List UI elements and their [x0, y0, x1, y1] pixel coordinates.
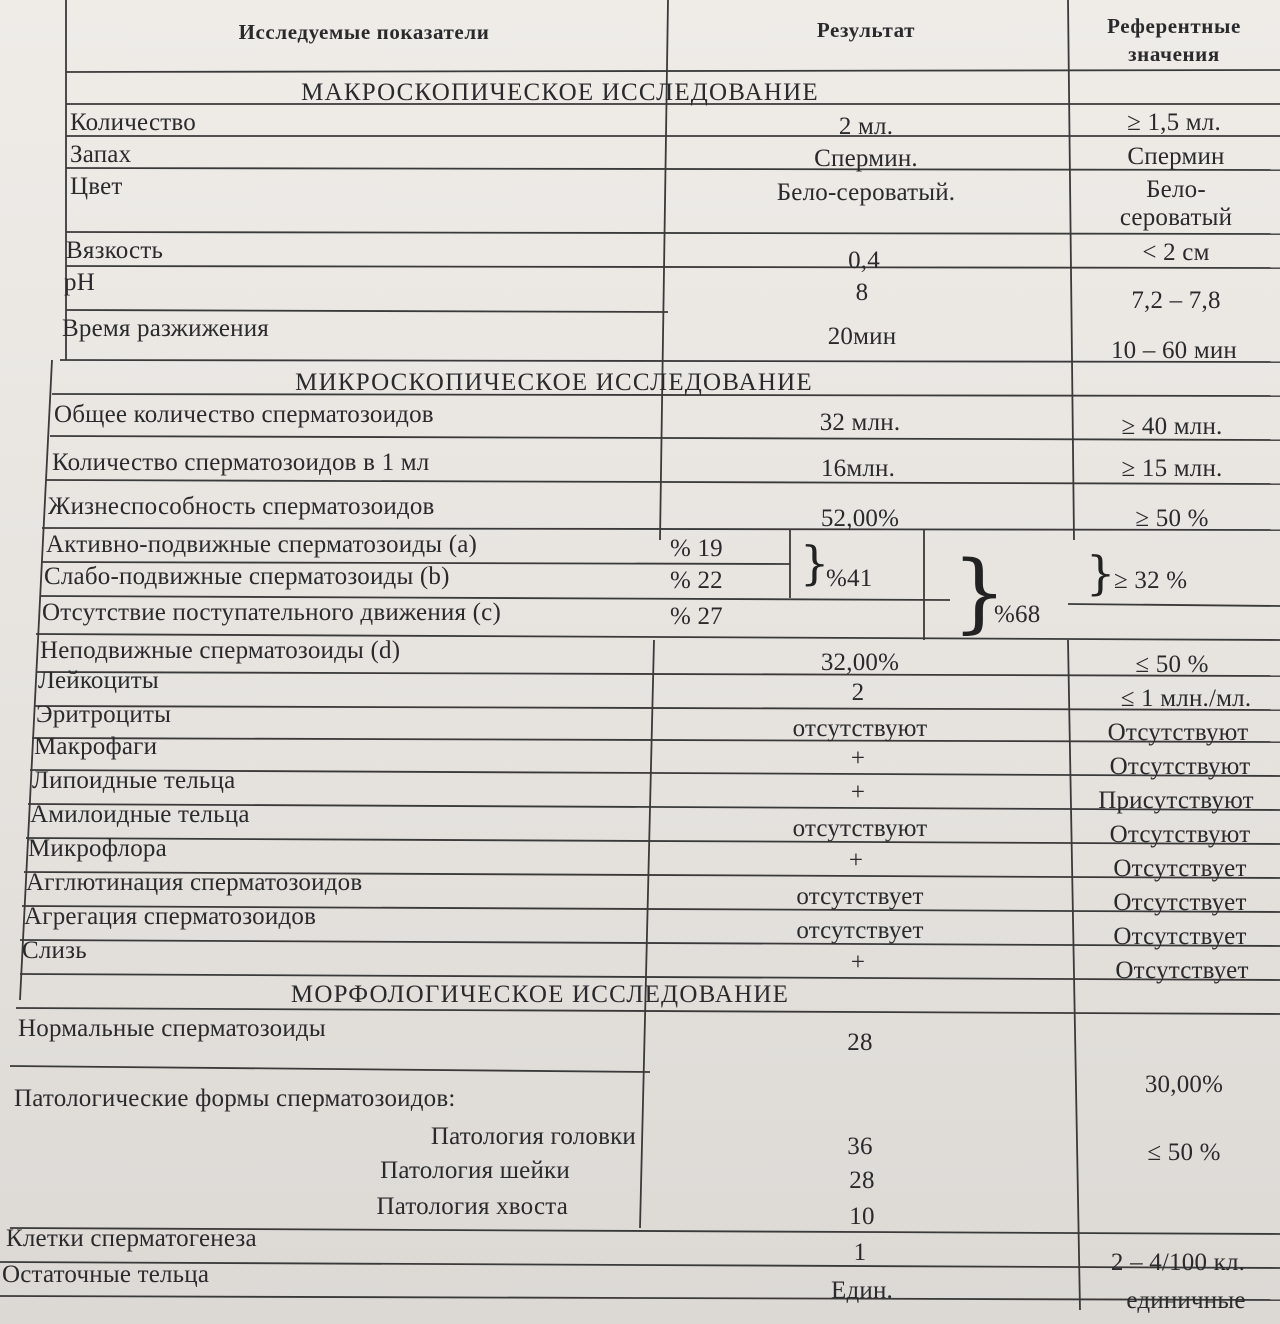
- row-reference: Бело- сероватый: [1119, 176, 1233, 231]
- neck-pathology-result: 28: [849, 1167, 875, 1194]
- row-result: +: [850, 779, 866, 806]
- spermatogenesis-label: Клетки сперматогенеза: [6, 1225, 257, 1252]
- row-label: Общее количество сперматозоидов: [54, 401, 434, 428]
- row-result: 0,4: [848, 247, 880, 274]
- row-reference: ≤ 1 млн./мл.: [1120, 685, 1252, 712]
- row-result: +: [850, 745, 866, 772]
- row-label: Макрофаги: [34, 733, 158, 760]
- row-result: 8: [855, 279, 869, 306]
- row-result: 20мин: [827, 323, 897, 350]
- row-reference: ≤ 50 %: [1135, 651, 1209, 678]
- head-pathology-result: 36: [847, 1133, 873, 1160]
- row-reference: 7,2 – 7,8: [1131, 287, 1221, 314]
- row-label: Агрегация сперматозоидов: [24, 903, 317, 930]
- row-label: Амилоидные тельца: [30, 801, 250, 828]
- brace-ref-icon: }: [1086, 546, 1116, 600]
- row-label: Цвет: [70, 173, 123, 200]
- motility-c-label: Отсутствие поступательного движения (c): [42, 599, 502, 626]
- row-result: 2: [851, 679, 865, 706]
- row-reference: ≥ 40 млн.: [1121, 413, 1223, 440]
- row-reference: Отсутствует: [1113, 855, 1247, 882]
- neck-pathology-label: Патология шейки: [380, 1157, 570, 1184]
- section-title-macro: МАКРОСКОПИЧЕСКОЕ ИССЛЕДОВАНИЕ: [301, 79, 819, 106]
- row-result: 52,00%: [820, 505, 900, 532]
- row-reference: 10 – 60 мин: [1110, 337, 1238, 364]
- motility-ab-sum: %41: [826, 565, 873, 592]
- row-label: Время разжижения: [62, 315, 270, 342]
- pathology-label: Патологические формы сперматозоидов:: [14, 1085, 456, 1112]
- row-reference: Отсутствует: [1113, 889, 1247, 916]
- motility-b-value: % 22: [670, 567, 723, 594]
- row-result: Спермин.: [814, 145, 918, 172]
- section-title-micro: МИКРОСКОПИЧЕСКОЕ ИССЛЕДОВАНИЕ: [295, 369, 813, 396]
- row-result: Бело-сероватый.: [776, 179, 956, 206]
- pathology-reference: ≤ 50 %: [1147, 1139, 1221, 1166]
- row-label: Количество: [70, 109, 196, 136]
- row-reference: Отсутствует: [1115, 957, 1249, 984]
- tail-pathology-result: 10: [849, 1203, 875, 1230]
- row-reference: Отсутствуют: [1109, 821, 1251, 848]
- row-label: Микрофлора: [28, 835, 167, 862]
- col-header-result: Результат: [816, 18, 916, 42]
- row-result: 32 млн.: [819, 409, 901, 436]
- residual-result: Един.: [831, 1277, 893, 1304]
- motility-a-value: % 19: [670, 535, 723, 562]
- row-result: +: [850, 949, 866, 976]
- row-label: Эритроциты: [36, 701, 172, 728]
- residual-label: Остаточные тельца: [2, 1261, 210, 1288]
- tail-pathology-label: Патология хвоста: [376, 1193, 568, 1220]
- row-reference: ≥ 1,5 мл.: [1127, 109, 1221, 136]
- motility-reference: ≥ 32 %: [1114, 567, 1188, 594]
- row-reference: Присутствуют: [1098, 787, 1254, 814]
- row-reference: Отсутствуют: [1107, 719, 1249, 746]
- row-result: отсутствует: [796, 883, 924, 910]
- motility-abc-sum: %68: [994, 601, 1041, 628]
- row-label: Вязкость: [66, 237, 164, 264]
- normal-reference: 30,00%: [1144, 1071, 1224, 1098]
- row-reference: Отсутствует: [1113, 923, 1247, 950]
- col-header-reference: Референтные значения: [1107, 14, 1241, 66]
- row-label: Слизь: [22, 937, 87, 964]
- section-title-morpho: МОРФОЛОГИЧЕСКОЕ ИССЛЕДОВАНИЕ: [290, 981, 790, 1008]
- residual-reference: единичные: [1126, 1287, 1246, 1314]
- row-reference: < 2 см: [1142, 239, 1210, 266]
- row-reference: Спермин: [1127, 143, 1225, 170]
- row-label: Липоидные тельца: [32, 767, 236, 794]
- row-result: 32,00%: [820, 649, 900, 676]
- motility-a-label: Активно-подвижные сперматозоиды (a): [46, 531, 478, 558]
- col-header-indicator: Исследуемые показатели: [238, 20, 490, 44]
- spermatogenesis-result: 1: [853, 1239, 867, 1266]
- row-label: pH: [64, 269, 95, 296]
- row-result: отсутствуют: [792, 815, 928, 842]
- head-pathology-label: Патология головки: [430, 1123, 636, 1150]
- brace-ab-icon: }: [800, 536, 830, 590]
- spermatogenesis-reference: 2 – 4/100 кл.: [1110, 1249, 1246, 1276]
- row-label: Лейкоциты: [38, 667, 159, 694]
- row-result: отсутствует: [796, 917, 924, 944]
- normal-result: 28: [847, 1029, 873, 1056]
- row-label: Неподвижные сперматозоиды (d): [40, 637, 401, 664]
- normal-label: Нормальные сперматозоиды: [18, 1015, 326, 1042]
- row-reference: Отсутствуют: [1109, 753, 1251, 780]
- row-result: 16млн.: [820, 455, 896, 482]
- row-label: Агглютинация сперматозоидов: [26, 869, 363, 896]
- row-label: Количество сперматозоидов в 1 мл: [52, 449, 430, 476]
- row-result: отсутствуют: [792, 715, 928, 742]
- motility-b-label: Слабо-подвижные сперматозоиды (b): [44, 563, 450, 590]
- row-reference: ≥ 15 млн.: [1121, 455, 1223, 482]
- row-result: 2 мл.: [838, 113, 894, 140]
- row-result: +: [848, 847, 864, 874]
- row-label: Запах: [70, 141, 132, 168]
- motility-c-value: % 27: [670, 603, 723, 630]
- brace-abc-icon: }: [952, 543, 1007, 643]
- row-reference: ≥ 50 %: [1135, 505, 1209, 532]
- row-label: Жизнеспособность сперматозоидов: [48, 493, 435, 520]
